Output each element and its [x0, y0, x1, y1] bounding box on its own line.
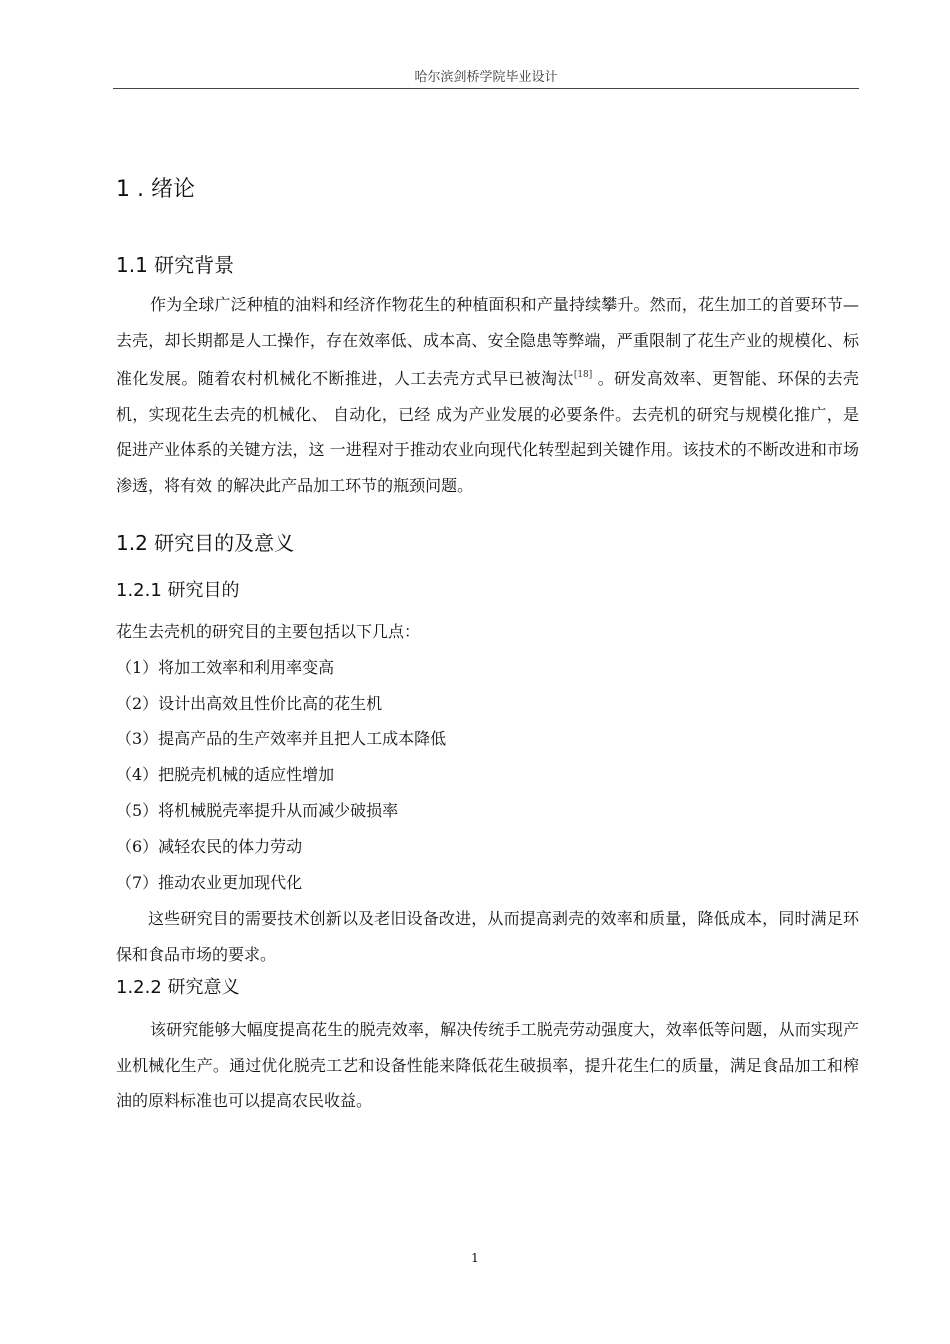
purpose-closing-paragraph: 这些研究目的需要技术创新以及老旧设备改进，从而提高剥壳的效率和质量，降低成本，同时满足环保和食品市场的要求。	[116, 909, 859, 964]
chapter-title: 1 . 绪论	[116, 177, 195, 202]
significance-paragraph: 该研究能够大幅度提高花生的脱壳效率，解决传统手工脱壳劳动强度大，效率低等问题，从而实现产业机械化生产。通过优化脱壳工艺和设备性能来降低花生破损率，提升花生仁的质量，满足食品加工和榨油的原料标准也可以提高农民收益。	[116, 1020, 859, 1110]
section-1-2-1-title: 1.2.1 研究目的	[116, 580, 240, 601]
page-number: 1	[471, 1251, 479, 1265]
paragraph-text-after-citation: 。研发高效率、更智能、环保的去壳机，实现花生去壳的机械化、 自动化，已经 成为产业发展的必要条件。去壳机的研究与规模化推广，是促进产业体系的关键方法，这 一进程对于推动农业向现代化转型起到关键作用。该技术的不断改进和市场渗透，将有效 的解决此产品加工环节的瓶颈问题。	[116, 369, 859, 495]
citation-reference: [18]	[573, 370, 593, 380]
section-1-1-title: 1.1 研究背景	[116, 253, 235, 277]
section-1-2-2-title: 1.2.2 研究意义	[116, 977, 240, 998]
section-1-2-title: 1.2 研究目的及意义	[116, 531, 295, 555]
list-item: （6）减轻农民的体力劳动	[116, 837, 303, 856]
list-item: （2）设计出高效且性价比高的花生机	[116, 694, 383, 713]
purpose-intro: 花生去壳机的研究目的主要包括以下几点：	[116, 622, 421, 641]
list-item: （5）将机械脱壳率提升从而减少破损率	[116, 801, 399, 820]
header-divider	[113, 88, 859, 89]
list-item: （7）推动农业更加现代化	[116, 873, 303, 892]
list-item: （3）提高产品的生产效率并且把人工成本降低	[116, 729, 447, 748]
list-item: （1）将加工效率和利用率变高	[116, 658, 335, 677]
section-1-1-paragraph	[116, 287, 859, 503]
paragraph-text-before-citation: 作为全球广泛种植的油料和经济作物花生的种植面积和产量持续攀升。然而，花生加工的首要环节—去壳，却长期都是人工操作，存在效率低、成本高、安全隐患等弊端，严重限制了花生产业的规模化、标准化发展。随着农村机械化不断推进，人工去壳方式早已被淘汰	[116, 295, 859, 388]
list-item: （4）把脱壳机械的适应性增加	[116, 765, 335, 784]
page-header-title: 哈尔滨剑桥学院毕业设计	[414, 70, 558, 85]
